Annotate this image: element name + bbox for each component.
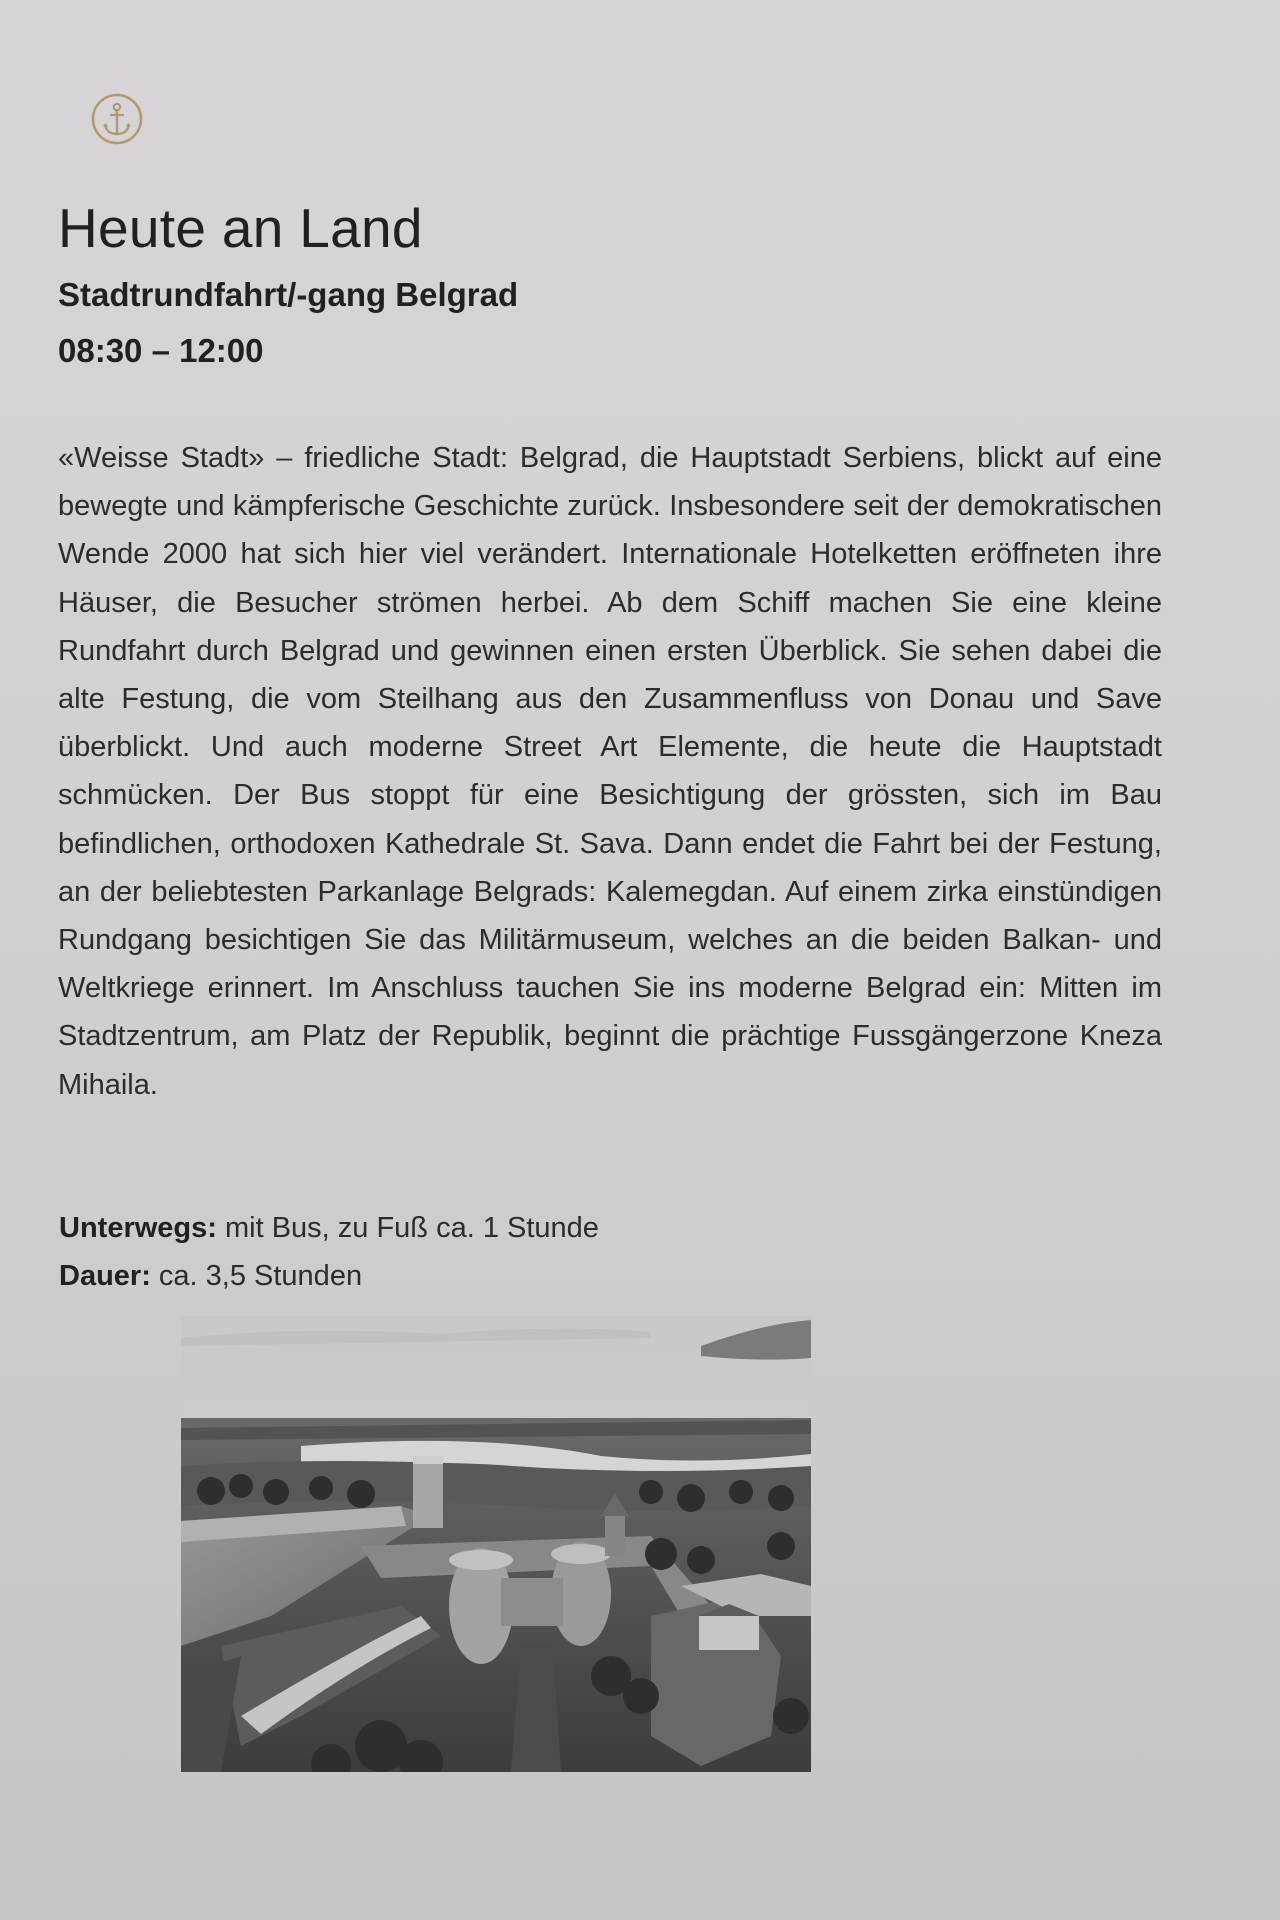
excursion-time: 08:30 – 12:00 [58,332,264,369]
transport-value: mit Bus, zu Fuß ca. 1 Stunde [216,1212,599,1244]
transport-info [59,1212,599,1245]
excursion-description: «Weisse Stadt» – friedliche Stadt: Belgrad, die Hauptstadt Serbiens, blickt auf eine bewegte und kämpferische Geschichte zurück. Insbesondere seit der demokratischen Wende 2000 hat sich hier viel verändert. Internationale Hotelketten eröffneten ihre Häuser, die Besucher strömen herbei. Ab dem Schiff machen Sie eine kleine Rundfahrt durch Belgrad und gewinnen einen ersten Überblick. Sie sehen dabei die alte Festung, die vom Steilhang aus den Zusammenfluss von Donau und Save überblickt. Und auch moderne Street Art Elemente, die heute die Hauptstadt schmücken. Der Bus stoppt für eine Besichtigung der grössten, sich im Bau befindlichen, orthodoxen Kathedrale St. Sava. Dann endet die Fahrt bei der Festung, an der beliebtesten Parkanlage Belgrads: Kalemegdan. Auf einem zirka einstündigen Rundgang besichtigen Sie das Militärmuseum, welches an die beiden Balkan- und Weltkriege erinnert. Im Anschluss tauchen Sie ins moderne Belgrad ein: Mitten im Stadtzentrum, am Platz der Republik, beginnt die prächtige Fussgängerzone Kneza Mihaila. [58,442,1162,1101]
transport-label: Unterwegs: [59,1212,217,1244]
duration-info [59,1260,362,1293]
duration-label: Dauer: [59,1260,151,1292]
fortress-photo [181,1316,811,1772]
excursion-name: Stadtrundfahrt/-gang Belgrad [58,276,519,313]
anchor-icon [91,93,143,145]
page-title: Heute an Land [58,197,423,259]
duration-value: ca. 3,5 Stunden [150,1260,363,1292]
